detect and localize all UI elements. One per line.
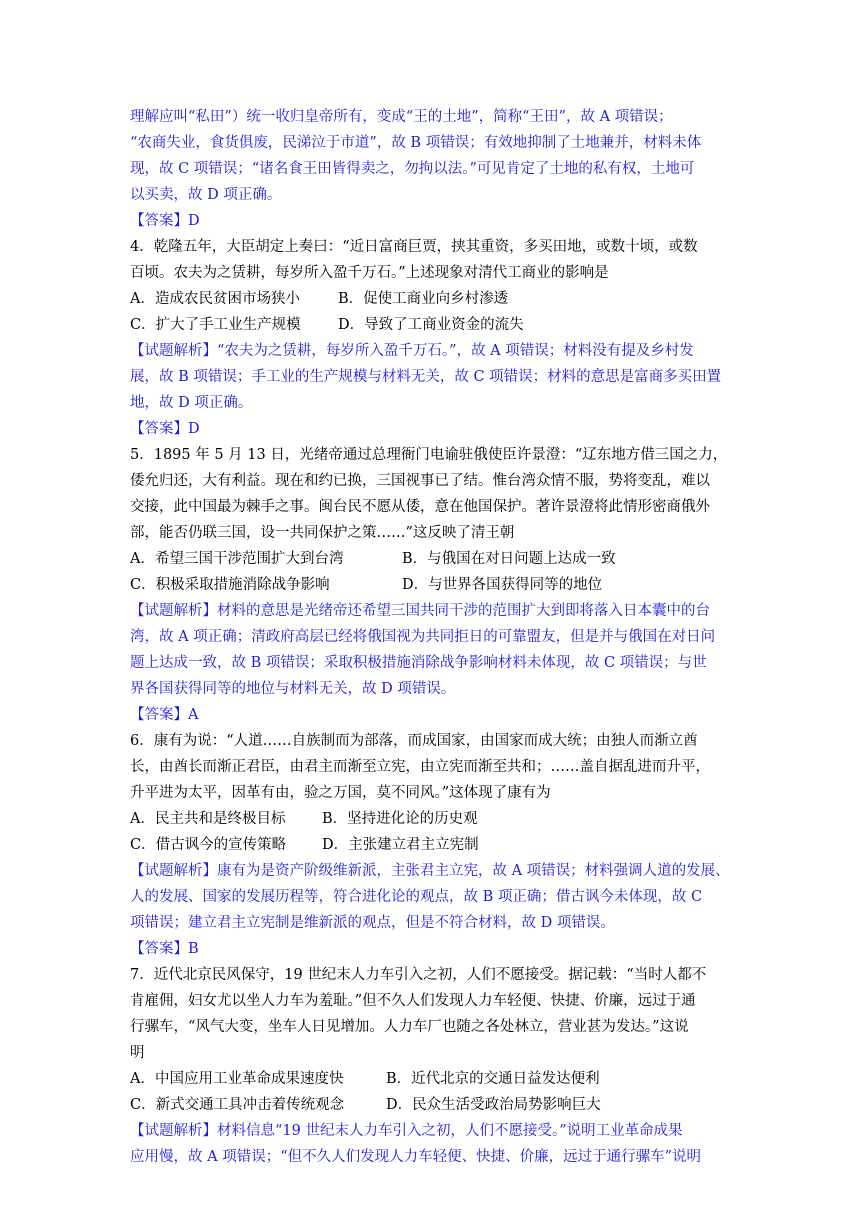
- q3-answer: 【答案】D: [130, 213, 200, 229]
- q6-answer: 【答案】B: [130, 941, 199, 957]
- q7-stem-line: 7．近代北京民风保守，19 世纪末人力车引入之初，人们不愿接受。据记载：“当时人都不: [130, 967, 707, 983]
- q7-stem-line: 肯雇佣，妇女尤以坐人力车为羞耻。”但不久人们发现人力车轻便、快捷、价廉，远过于通: [130, 993, 696, 1009]
- q5-stem-line: 部，能否仍联三国，设一共同保护之策……”这反映了清王朝: [130, 525, 515, 541]
- q5-analysis-line: 题上达成一致，故 B 项错误；采取积极措施消除战争影响材料未体现，故 C 项错误；与世: [130, 655, 707, 671]
- q4-options-row-ab: [130, 286, 734, 312]
- q5-stem-line: 交接，此中国最为棘手之事。闽台民不愿从倭，意在他国保护。著许景澄将此情形密商俄外: [130, 499, 710, 515]
- q4-stem-line: 4．乾隆五年，大臣胡定上奏曰：“近日富商巨贾，挟其重资，多买田地，或数十顷，或数: [130, 239, 698, 255]
- q6-options-row-ab: [130, 806, 734, 832]
- q4-options-row-cd: [130, 312, 734, 338]
- q4-analysis-line: 【试题解析】“农夫为之赁耕，每岁所入盈千万石。”，故 A 项错误；材料没有提及乡村发: [130, 343, 694, 359]
- q6-stem-line: 升平进为太平，因革有由，验之万国，莫不同风。”这体现了康有为: [130, 785, 551, 801]
- q4-analysis-line: 地，故 D 项正确。: [130, 395, 253, 411]
- q7-analysis-line: 应用慢，故 A 项错误；“但不久人们发现人力车轻便、快捷、价廉，远过于通行骡车”说明: [130, 1149, 702, 1165]
- q4-option-c: C．扩大了手工业生产规模: [130, 317, 301, 333]
- q5-options-row-ab: [130, 546, 734, 572]
- q5-option-d: D．与世界各国获得同等的地位: [402, 577, 603, 593]
- q3-analysis-line: 以买卖，故 D 项正确。: [130, 187, 282, 203]
- q5-option-a: A．希望三国干涉范围扩大到台湾: [130, 551, 344, 567]
- q4-option-b: B．促使工商业向乡村渗透: [338, 291, 509, 307]
- q7-option-c: C．新式交通工具冲击着传统观念: [130, 1097, 345, 1113]
- q6-stem-line: 长，由酋长而渐正君臣，由君主而渐至立宪，由立宪而渐至共和；……盖自据乱进而升平，: [130, 759, 710, 775]
- q5-analysis-line: 湾，故 A 项正确；清政府高层已经将俄国视为共同拒日的可靠盟友，但是并与俄国在对日问: [130, 629, 716, 645]
- q5-option-b: B．与俄国在对日问题上达成一致: [402, 551, 616, 567]
- q6-option-d: D．主张建立君主立宪制: [322, 837, 479, 853]
- q7-option-d: D．民众生活受政治局势影响巨大: [386, 1097, 601, 1113]
- q6-option-b: B．坚持进化论的历史观: [322, 811, 478, 827]
- q7-options-row-cd: [130, 1092, 734, 1118]
- q4-option-a: A．造成农民贫困市场狭小: [130, 291, 300, 307]
- q5-analysis-line: 界各国获得同等的地位与材料无关，故 D 项错误。: [130, 681, 456, 697]
- document-content: [130, 104, 734, 1170]
- q6-options-row-cd: [130, 832, 734, 858]
- q4-analysis-line: 展，故 B 项错误；手工业的生产规模与材料无关，故 C 项错误；材料的意思是富商多买田置: [130, 369, 722, 385]
- q7-stem-line: 明: [130, 1045, 145, 1061]
- q6-option-a: A．民主共和是终极目标: [130, 811, 286, 827]
- q3-analysis-line: 理解应叫“私田”）统一收归皇帝所有，变成“王的土地”，简称“王田”，故 A 项错误；: [130, 109, 673, 125]
- q6-analysis-line: 项错误；建立君主立宪制是维新派的观点，但是不符合材料，故 D 项错误。: [130, 915, 615, 931]
- q4-answer: 【答案】D: [130, 421, 200, 437]
- q6-analysis-line: 人的发展、国家的发展历程等，符合进化论的观点，故 B 项正确；借古讽今未体现，故 C: [130, 889, 703, 905]
- q6-stem-line: 6．康有为说：“人道……自族制而为部落，而成国家，由国家而成大统；由独人而渐立酋: [130, 733, 698, 749]
- q6-analysis-line: 【试题解析】康有为是资产阶级维新派，主张君主立宪，故 A 项错误；材料强调人道的发展、: [130, 863, 730, 879]
- q5-stem-line: 倭允归还，大有利益。现在和约已换，三国视事已了结。惟台湾众情不服，势将变乱，难以: [130, 473, 710, 489]
- q5-options-row-cd: [130, 572, 734, 598]
- q5-stem-line: 5．1895 年 5 月 13 日，光绪帝通过总理衙门电谕驻俄使臣许景澄：“辽东地方借三国之力，: [130, 447, 728, 463]
- q4-stem-line: 百顷。农夫为之赁耕，每岁所入盈千万石。”上述现象对清代工商业的影响是: [130, 265, 609, 281]
- q7-analysis-line: 【试题解析】材料信息“19 世纪末人力车引入之初，人们不愿接受。”说明工业革命成果: [130, 1123, 683, 1139]
- q5-answer: 【答案】A: [130, 707, 199, 723]
- q7-option-a: A．中国应用工业革命成果速度快: [130, 1071, 344, 1087]
- q3-analysis-line: 现，故 C 项错误；“诸名食王田皆得卖之，勿拘以法。”可见肯定了土地的私有权，土地可: [130, 161, 695, 177]
- q6-option-c: C．借古讽今的宣传策略: [130, 837, 287, 853]
- q7-stem-line: 行骡车，“风气大变，坐车人日见增加。人力车厂也随之各处林立，营业甚为发达。”这说: [130, 1019, 689, 1035]
- q7-option-b: B．近代北京的交通日益发达便利: [386, 1071, 600, 1087]
- q3-analysis-line: “农商失业，食货俱废，民涕泣于市道”，故 B 项错误；有效地抑制了土地兼并，材料未体: [130, 135, 702, 151]
- q4-option-d: D．导致了工商业资金的流失: [338, 317, 524, 333]
- q5-analysis-line: 【试题解析】材料的意思是光绪帝还希望三国共同干涉的范围扩大到即将落入日本囊中的台: [130, 603, 710, 619]
- q7-options-row-ab: [130, 1066, 734, 1092]
- q5-option-c: C．积极采取措施消除战争影响: [130, 577, 330, 593]
